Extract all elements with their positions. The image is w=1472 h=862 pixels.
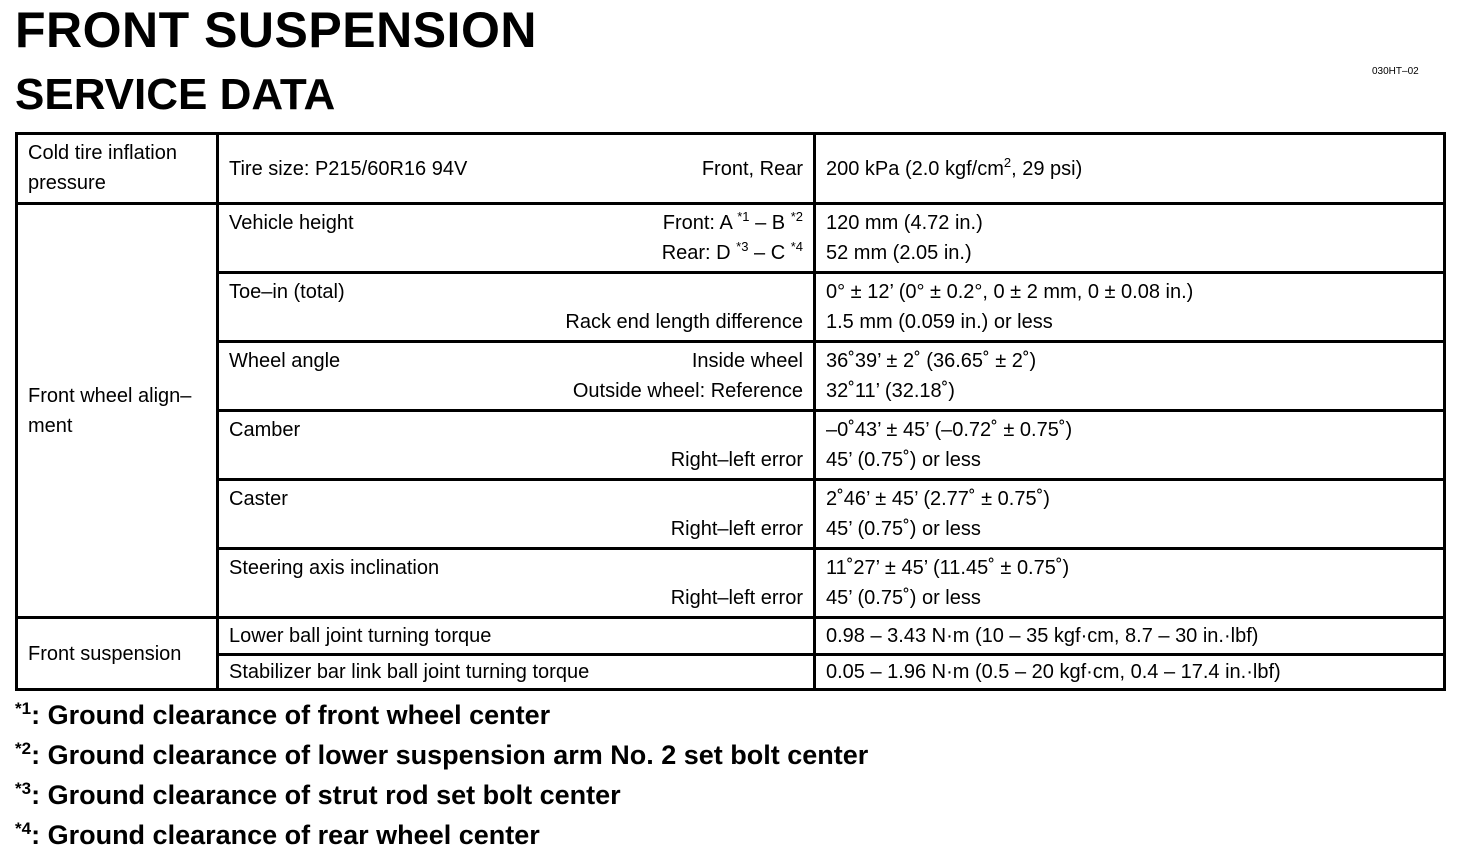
value-cell	[815, 342, 1445, 411]
category-cell	[17, 134, 218, 204]
item-cell	[218, 134, 815, 204]
value-text: 11˚27’ ± 45’ (11.45˚ ± 0.75˚)	[826, 557, 1070, 579]
item-label: Stabilizer bar link ball joint turning torque	[229, 661, 590, 683]
footnote: $^{*2}$: Ground clearance of lower suspension arm No. 2 set bolt center	[15, 739, 869, 770]
value-text: 200 kPa (2.0 kgf/$cm^2$, 29 psi)	[826, 154, 1083, 180]
table-row	[17, 549, 1445, 618]
value-text: 52 mm (2.05 in.)	[826, 242, 972, 264]
item-label: Caster	[229, 488, 288, 510]
value-text: –0˚43’ ± 45’ (–0.72˚ ± 0.75˚)	[826, 419, 1073, 441]
item-label: Vehicle height	[229, 212, 354, 234]
category-cell	[17, 618, 218, 690]
value-cell	[815, 655, 1445, 690]
value-text: 120 mm (4.72 in.)	[826, 212, 983, 234]
value-cell	[815, 204, 1445, 273]
value-cell	[815, 480, 1445, 549]
item-label: Camber	[229, 419, 301, 441]
service-data-table	[15, 132, 1446, 691]
footnote: $^{*4}$: Ground clearance of rear wheel center	[15, 819, 540, 850]
item-sublabel: Right–left error	[670, 587, 803, 609]
section-title: SERVICE DATA	[15, 70, 336, 119]
item-cell	[218, 411, 815, 480]
item-label: Wheel angle	[229, 350, 341, 372]
footnotes	[15, 695, 868, 855]
table-row	[17, 134, 1445, 204]
table-row	[17, 273, 1445, 342]
item-label: Lower ball joint turning torque	[229, 625, 492, 647]
item-label: Steering axis inclination	[229, 557, 440, 579]
value-text: 36˚39’ ± 2˚ (36.65˚ ± 2˚)	[826, 350, 1037, 372]
value-cell	[815, 273, 1445, 342]
item-label: Tire size: P215/60R16 94V	[229, 157, 468, 180]
item-cell	[218, 204, 815, 273]
value-text: 0.05 – 1.96 N·m (0.5 – 20 kgf·cm, 0.4 – 17.4 in.·lbf)	[826, 661, 1281, 683]
item-label: Toe–in (total)	[229, 281, 345, 303]
value-cell	[815, 618, 1445, 655]
item-sublabel: Rack end length difference	[565, 311, 803, 333]
value-text: 45’ (0.75˚) or less	[826, 587, 981, 609]
item-cell	[218, 273, 815, 342]
value-text: 2˚46’ ± 45’ (2.77˚ ± 0.75˚)	[826, 488, 1050, 510]
value-cell	[815, 411, 1445, 480]
item-sublabel: Front: A $^{*1}$ – B $^{*2}$ Rear: D $^{*3}$ – C $^{*4}$	[661, 209, 803, 264]
footnote: $^{*3}$: Ground clearance of strut rod set bolt center	[15, 779, 621, 810]
value-cell	[815, 134, 1445, 204]
category-label: Cold tire inflation pressure	[28, 142, 177, 194]
item-cell	[218, 549, 815, 618]
table-row	[17, 204, 1445, 273]
item-cell	[218, 618, 815, 655]
table-row	[17, 618, 1445, 655]
item-sublabel: Inside wheel	[691, 350, 803, 372]
table-row	[17, 480, 1445, 549]
item-sublabel: Outside wheel: Reference	[572, 380, 803, 402]
category-label: Front wheel align– ment	[28, 384, 192, 437]
item-cell	[218, 480, 815, 549]
item-sublabel: Front, Rear	[701, 157, 803, 180]
table-row	[17, 342, 1445, 411]
item-sublabel: Right–left error	[670, 449, 803, 471]
category-cell	[17, 204, 218, 618]
value-text: 32˚11’ (32.18˚)	[826, 380, 955, 402]
value-text: 0.98 – 3.43 N·m (10 – 35 kgf·cm, 8.7 – 30 in.·lbf)	[826, 625, 1259, 647]
category-label: Front suspension	[28, 642, 182, 665]
page-title: FRONT SUSPENSION	[15, 2, 537, 58]
value-text: 45’ (0.75˚) or less	[826, 518, 981, 540]
value-text: 0° ± 12’ (0° ± 0.2°, 0 ± 2 mm, 0 ± 0.08 in.)	[826, 281, 1194, 303]
item-sublabel: Right–left error	[670, 518, 803, 540]
value-text: 45’ (0.75˚) or less	[826, 449, 981, 471]
value-text: 1.5 mm (0.059 in.) or less	[826, 311, 1053, 333]
item-cell	[218, 342, 815, 411]
item-cell	[218, 655, 815, 690]
table-row	[17, 411, 1445, 480]
footnote: $^{*1}$: Ground clearance of front wheel center	[15, 699, 551, 730]
value-cell	[815, 549, 1445, 618]
table-row	[17, 655, 1445, 690]
document-code: 030HT–02	[1372, 66, 1419, 77]
